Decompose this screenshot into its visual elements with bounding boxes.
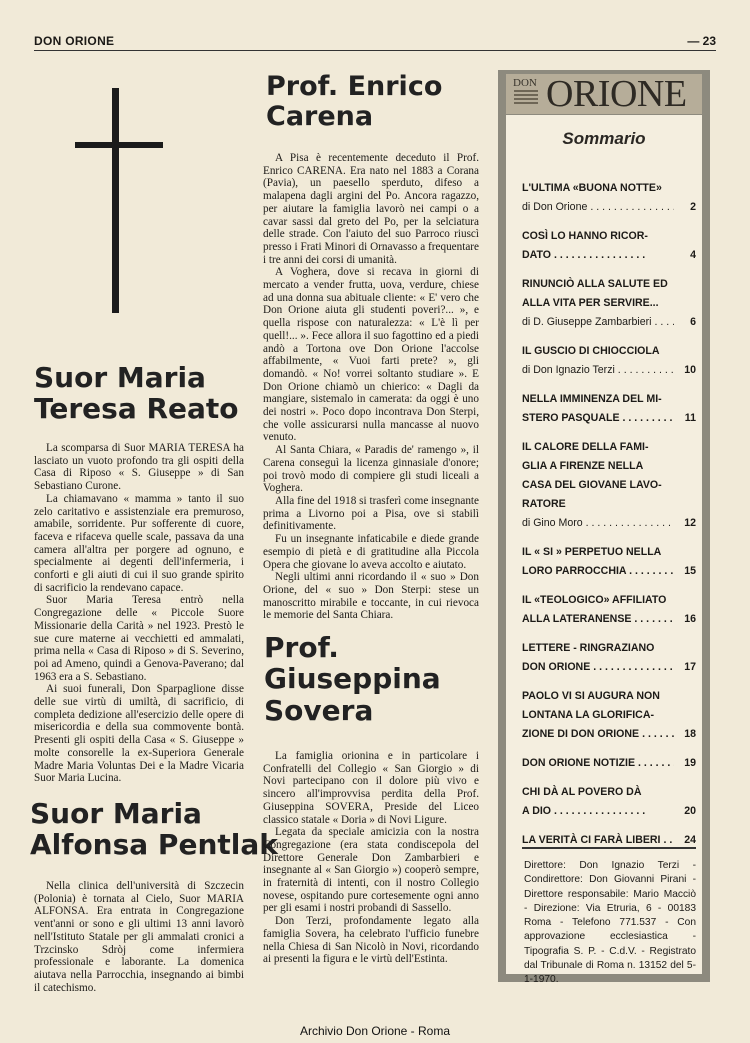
toc-entry-title: IL CALORE DELLA FAMI- bbox=[522, 441, 649, 453]
paragraph: Fu un insegnante infaticabile e diede grande esempio di pietà e di gratitudine alla Piccola Opera che giovane lo aveva accolto e aiutato. bbox=[263, 533, 479, 571]
toc-page-number: 17 bbox=[684, 661, 696, 673]
paragraph: Suor Maria Teresa entrò nella Congregazione delle « Piccole Suore Missionarie della Carità » nel 1923. Prestò le sue cure materne ai vecchietti ed ammalati, prima nella « Casa di Riposo » di S. Severino, poi ad Ameno, quindi a Genova-Paverano; dal 1963 era a S. Sebastiano. bbox=[34, 594, 244, 683]
toc-entry-author: LORO PARROCCHIA . . . bbox=[522, 562, 674, 581]
paragraph: La scomparsa di Suor MARIA TERESA ha lasciato un vuoto profondo tra gli ospiti della Casa di Riposo « S. Giuseppe » di San Sebastiano Curone. bbox=[34, 442, 244, 493]
toc-entry[interactable] bbox=[522, 591, 696, 629]
toc-page-number: 15 bbox=[684, 565, 696, 577]
toc-page-number: 18 bbox=[684, 728, 696, 740]
toc-entry-author: di D. Giuseppe Zambarbieri . . . bbox=[522, 313, 674, 332]
toc-entry[interactable] bbox=[522, 227, 696, 265]
page-number: — 23 bbox=[687, 34, 716, 48]
toc-entry-author: STERO PASQUALE . . . bbox=[522, 409, 674, 428]
toc-entry-title: CHI DÀ AL POVERO DÀ bbox=[522, 786, 642, 798]
toc-entry[interactable] bbox=[522, 342, 696, 380]
article-body-pentlak bbox=[34, 880, 244, 994]
toc-entry-author: ALLA LATERANENSE . . . bbox=[522, 610, 674, 629]
toc-entry[interactable] bbox=[522, 754, 696, 773]
toc-entry-title: LONTANA LA GLORIFICA- bbox=[522, 709, 655, 721]
magazine-logo bbox=[506, 74, 702, 114]
toc-entry-author: LA VERITÀ CI FARÀ LIBERI . . . bbox=[522, 831, 674, 850]
title-line: Alfonsa Pentlak bbox=[30, 828, 278, 862]
table-of-contents bbox=[522, 179, 696, 860]
toc-entry[interactable] bbox=[522, 543, 696, 581]
title-line: Suor Maria bbox=[30, 797, 202, 830]
article-body-carena bbox=[263, 152, 479, 622]
toc-entry-title: GLIA A FIRENZE NELLA bbox=[522, 460, 644, 472]
article-title-reato bbox=[34, 362, 239, 425]
toc-page-number: 11 bbox=[684, 412, 696, 424]
header-rule bbox=[34, 50, 716, 51]
toc-entry-title: CASA DEL GIOVANE LAVO- bbox=[522, 479, 662, 491]
toc-entry-author: DATO . . . bbox=[522, 246, 674, 265]
article-body-sovera bbox=[263, 750, 479, 966]
paragraph: La chiamavano « mamma » tanto il suo zelo caritativo e assistenziale era premuroso, amabile, sorridente. Pur sofferente di cuore, faceva e rifaceva quelle scale, passava da una camera all'altra per porgere ad ognuno, e specialmente ai degenti dell'infermeria, i conforti e gli aiuti di cui il suo grande spirito di sacrificio la rendevano capace. bbox=[34, 492, 244, 594]
toc-entry[interactable] bbox=[522, 275, 696, 332]
paragraph: Negli ultimi anni ricordando il « suo » Don Orione, del « suo » Don Sterpi: stese un manoscritto mirabile e toccante, in cui rievoca le memorie del Santa Chiara. bbox=[263, 571, 479, 622]
paragraph: Ai suoi funerali, Don Sparpaglione disse delle sue virtù di umiltà, di sacrificio, di completa dedizione all'esercizio delle opere di misericordia e della sua commovente bontà. Presenti gli ospiti della Casa « S. Giuseppe » molte consorelle la ex-Superiora Generale Madre Maria Voluntas Dei e la Madre Vicaria Suor Maria Lucina. bbox=[34, 683, 244, 785]
toc-page-number: 2 bbox=[690, 201, 696, 213]
title-line: Prof. bbox=[264, 631, 339, 664]
archive-footer: Archivio Don Orione - Roma bbox=[299, 1024, 451, 1038]
toc-entry-author: di Gino Moro . . . bbox=[522, 514, 674, 533]
paragraph: La famiglia orionina e in particolare i Confratelli del Collegio « San Giorgio » di Novi partecipano con il dolore più vivo e sincero all'improvvisa perdita della Prof. Giuseppina SOVERA, Preside del Liceo classico statale « Doria » di Novi Ligure. bbox=[263, 750, 479, 826]
toc-entry-title: COSÌ LO HANNO RICOR- bbox=[522, 230, 648, 242]
toc-entry-author: di Don Ignazio Terzi . . . bbox=[522, 361, 674, 380]
paragraph: A Voghera, dove si recava in giorni di mercato a vender frutta, uova, verdure, chiese ad una donna sua abituale cliente: « E' vero che Don Orione aiuta gli studenti poveri?... », e quella rispose con naturalezza: « L'è lì per quell!... ». Fece allora il suo fagottino ed a piedi andò a Tortona ove Don Orione l'accolse affabilmente, « Vuoi farti prete? », gli domandò. « No! vorrei soltanto studiare ». E Don Orione chiamò un chierico: « Dagli da mangiare, sistemalo in camerata: da oggi è uno dei nostri ». Poco dopo incontrava Don Sterpi, che volle assicurarsi nulla mancasse al nuovo venuto. bbox=[263, 266, 479, 444]
toc-entry-title: IL «TEOLOGICO» AFFILIATO bbox=[522, 594, 667, 606]
logo-orione-text: ORIONE bbox=[546, 73, 687, 115]
toc-entry-title: ALLA VITA PER SERVIRE... bbox=[522, 297, 659, 309]
toc-entry-title: RATORE bbox=[522, 498, 566, 510]
toc-page-number: 16 bbox=[684, 613, 696, 625]
toc-page-number: 4 bbox=[690, 249, 696, 261]
sommario-heading: Sommario bbox=[562, 129, 646, 148]
toc-entry[interactable] bbox=[522, 687, 696, 744]
title-line: Teresa Reato bbox=[34, 392, 239, 426]
toc-entry[interactable] bbox=[522, 639, 696, 677]
cross-icon-horizontal bbox=[75, 142, 163, 148]
title-line: Sovera bbox=[264, 693, 374, 727]
toc-entry-author: A DIO . . . bbox=[522, 802, 674, 821]
article-title-carena bbox=[266, 72, 442, 132]
cross-icon-vertical bbox=[112, 88, 119, 313]
toc-entry-title: RINUNCIÒ ALLA SALUTE ED bbox=[522, 278, 668, 290]
toc-divider bbox=[522, 847, 696, 849]
article-title-pentlak bbox=[30, 798, 278, 861]
logo-small-print bbox=[514, 90, 542, 108]
sidebar-panel bbox=[498, 70, 710, 986]
paragraph: Alla fine del 1918 si trasferì come insegnante prima a Livorno poi a Pisa, ove si stabilì definitivamente. bbox=[263, 494, 479, 533]
toc-entry-author: ZIONE DI DON ORIONE . . . bbox=[522, 725, 674, 744]
running-header-title: DON ORIONE bbox=[34, 34, 115, 48]
toc-entry[interactable] bbox=[522, 438, 696, 533]
toc-page-number: 20 bbox=[684, 805, 696, 817]
paragraph: Nella clinica dell'università di Szczecin (Polonia) è tornata al Cielo, Suor MARIA ALFONSA. Era entrata in Congregazione vent'anni or sono e gli ultimi 13 anni lavorò nell'Istituto Statale per gli ammalati cronici a Trzcinsko Sdròj come infermiera professionale e laborante. La domenica aiutava nella Parrocchia, insegnando ai bimbi il catechismo. bbox=[34, 880, 244, 994]
toc-entry-title: LETTERE - RINGRAZIANO bbox=[522, 642, 655, 654]
toc-entry-author: DON ORIONE NOTIZIE . . . bbox=[522, 754, 674, 773]
logo-don-text: DON bbox=[513, 77, 537, 89]
paragraph: Legata da speciale amicizia con la nostra Congregazione (era stata condiscepola del Direttore Generale Don Zambarbieri e insegnante al « San Giorgio ») cooperò sempre, in fraternità di intenti, con il nostro Collegio novese, ospitando pure cortesemente ogni anno per gli esami i nostri probandi di Sassello. bbox=[263, 826, 479, 915]
toc-entry[interactable] bbox=[522, 783, 696, 821]
article-title-sovera bbox=[264, 632, 441, 726]
toc-entry-title: NELLA IMMINENZA DEL MI- bbox=[522, 393, 662, 405]
sommario-box bbox=[506, 115, 702, 986]
toc-entry-title: L'ULTIMA «BUONA NOTTE» bbox=[522, 182, 662, 194]
toc-entry-author: di Don Orione . . . bbox=[522, 198, 674, 217]
toc-page-number: 10 bbox=[684, 364, 696, 376]
title-line: Suor Maria bbox=[34, 361, 206, 394]
toc-page-number: 6 bbox=[690, 316, 696, 328]
article-body-reato bbox=[34, 442, 244, 785]
title-line: Prof. Enrico bbox=[266, 71, 443, 102]
toc-page-number: 24 bbox=[684, 834, 696, 846]
toc-entry-title: PAOLO VI SI AUGURA NON bbox=[522, 690, 660, 702]
title-line: Giuseppina bbox=[264, 662, 441, 696]
paragraph: Don Terzi, profondamente legato alla famiglia Sovera, ha celebrato l'ufficio funebre nella Chiesa di San Nicolò in Novi, ricordando ai presenti la figura e le virtù dell'Estinta. bbox=[263, 915, 479, 966]
toc-entry-title: IL « SI » PERPETUO NELLA bbox=[522, 546, 662, 558]
toc-page-number: 12 bbox=[684, 517, 696, 529]
paragraph: A Pisa è recentemente deceduto il Prof. Enrico CARENA. Era nato nel 1883 a Corana (Pavia), un paesello sperduto, difeso a malapena dagli argini del Po. Ancora ragazzo, per aiutare la famiglia lavorò nei campi o a cavar sassi dal greto del Po, per la selciatura delle strade. Con l'aiuto del suo Parroco riuscì presso i Frati Minori di Ornavasso a frequentare i tre anni dei corsi di umanità. bbox=[263, 152, 479, 266]
toc-page-number: 19 bbox=[684, 757, 696, 769]
toc-entry-author: DON ORIONE . . . bbox=[522, 658, 674, 677]
editorial-credits: Direttore: Don Ignazio Terzi - Condirettore: Don Giovanni Pirani - Direttore responsabile: Mario Macciò - Direzione: Via Etruria, 6 - 00183 Roma - Telefono 771.537 - Con approvazione ecclesiastica - Tipografia S. P. - C.d.V. - Registrato dal Tribunale di Roma n. 13152 del 5-1-1970. bbox=[524, 860, 696, 986]
paragraph: Al Santa Chiara, « Paradis de' ramengo », il Carena conseguì la licenza ginnasiale d'onore; poi trovò modo di compiere gli studi liceali a Voghera. bbox=[263, 444, 479, 495]
toc-entry[interactable] bbox=[522, 179, 696, 217]
title-line: Carena bbox=[266, 101, 374, 133]
toc-entry-title: IL GUSCIO DI CHIOCCIOLA bbox=[522, 345, 660, 357]
toc-entry[interactable] bbox=[522, 390, 696, 428]
